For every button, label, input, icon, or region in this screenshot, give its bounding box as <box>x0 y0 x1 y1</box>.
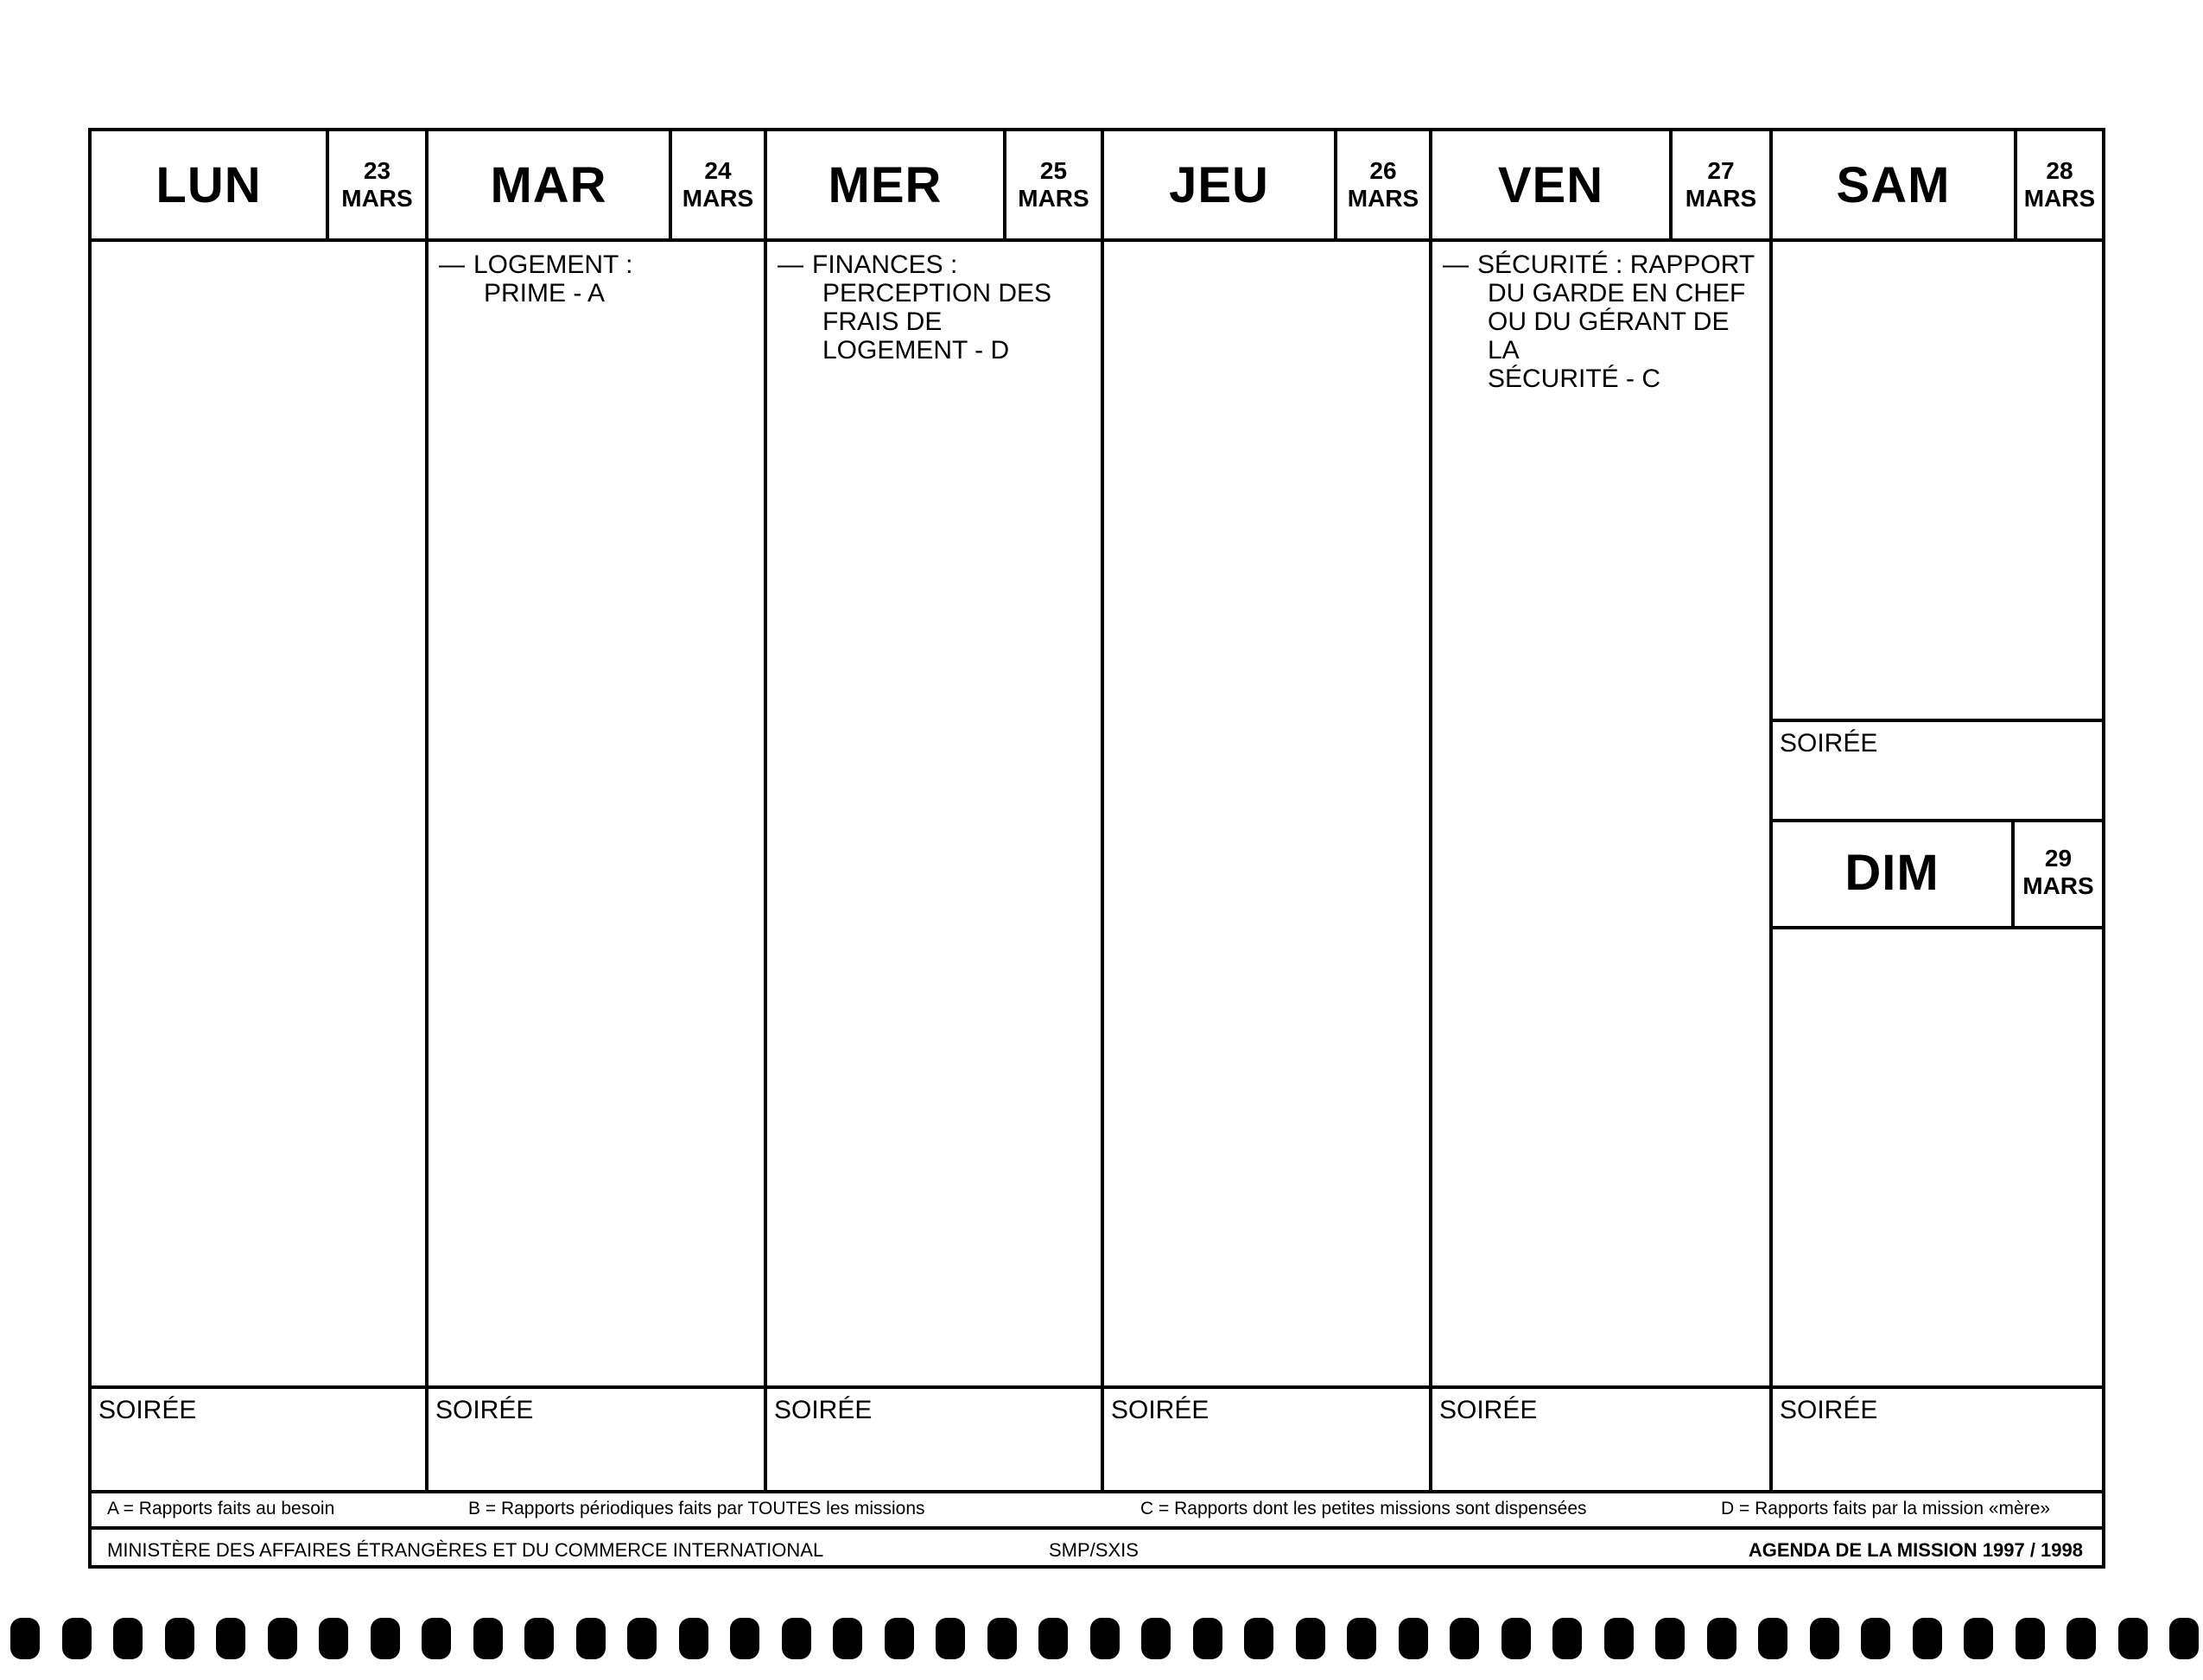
date-month: MARS <box>1347 185 1419 212</box>
day-date <box>1006 131 1101 238</box>
day-date <box>2015 819 2102 926</box>
day-header <box>1104 131 1429 242</box>
punch-hole <box>371 1618 400 1659</box>
punch-hole <box>1707 1618 1736 1659</box>
punch-hole <box>2169 1618 2199 1659</box>
soiree-label: SOIRÉE <box>1780 1396 1878 1424</box>
punch-hole <box>730 1618 759 1659</box>
punch-hole <box>1450 1618 1479 1659</box>
entry-line: PERCEPTION DES <box>822 279 1052 307</box>
saturday-soiree-section <box>1773 719 2102 822</box>
day-name: SAM <box>1773 131 2017 238</box>
punch-hole <box>885 1618 914 1659</box>
punch-hole <box>422 1618 451 1659</box>
legend-d: D = Rapports faits par la mission «mère» <box>1721 1499 2051 1518</box>
punch-hole <box>524 1618 554 1659</box>
date-month: MARS <box>682 185 754 212</box>
date-month: MARS <box>1018 185 1089 212</box>
day-name: VEN <box>1432 131 1673 238</box>
day-column-mer <box>767 131 1104 1493</box>
entry-line: LOGEMENT : <box>473 250 633 279</box>
punch-hole <box>113 1618 143 1659</box>
punch-hole <box>1552 1618 1582 1659</box>
date-number: 29 <box>2044 845 2073 872</box>
entry-line: SÉCURITÉ - C <box>1488 365 1661 393</box>
soiree-section <box>1432 1385 1769 1493</box>
punch-hole <box>319 1618 348 1659</box>
day-header <box>1432 131 1769 242</box>
soiree-label: SOIRÉE <box>98 1396 197 1424</box>
punch-hole <box>1604 1618 1634 1659</box>
footer-row <box>92 1530 2102 1569</box>
entry-line: SÉCURITÉ : RAPPORT <box>1477 250 1755 279</box>
punch-hole <box>165 1618 194 1659</box>
day-date <box>2017 131 2102 238</box>
day-header <box>767 131 1101 242</box>
punch-hole <box>679 1618 708 1659</box>
soiree-section <box>429 1385 764 1493</box>
soiree-label: SOIRÉE <box>435 1396 534 1424</box>
soiree-label: SOIRÉE <box>1111 1396 1209 1424</box>
date-month: MARS <box>341 185 413 212</box>
day-column-jeu <box>1104 131 1432 1493</box>
day-column-sam-dim <box>1773 131 2102 1493</box>
punch-hole <box>1244 1618 1273 1659</box>
entry-line: FRAIS DE <box>822 307 943 336</box>
soiree-label: SOIRÉE <box>1780 729 1878 758</box>
date-number: 25 <box>1039 157 1068 184</box>
punch-hole <box>2118 1618 2148 1659</box>
punch-hole <box>1141 1618 1171 1659</box>
day-header <box>92 131 425 242</box>
day-entry: — LOGEMENT : PRIME - A <box>439 250 757 307</box>
entry-line: FINANCES : <box>812 250 958 279</box>
day-name: JEU <box>1104 131 1337 238</box>
agenda-week-grid <box>88 128 2105 1569</box>
day-name: DIM <box>1773 819 2015 926</box>
date-number: 24 <box>704 157 732 184</box>
punch-hole <box>1090 1618 1120 1659</box>
punch-hole <box>1913 1618 1942 1659</box>
date-number: 23 <box>363 157 391 184</box>
sunday-header <box>1773 819 2102 929</box>
day-entry: — FINANCES : PERCEPTION DES FRAIS DE LOGEMENT - D <box>778 250 1094 365</box>
day-column-mar <box>429 131 767 1493</box>
day-name: MER <box>767 131 1006 238</box>
day-date <box>1673 131 1769 238</box>
soiree-label: SOIRÉE <box>1439 1396 1538 1424</box>
soiree-label: SOIRÉE <box>774 1396 873 1424</box>
punch-hole <box>2067 1618 2096 1659</box>
soiree-section <box>1104 1385 1429 1493</box>
date-month: MARS <box>2023 185 2096 212</box>
day-date <box>329 131 425 238</box>
date-number: 27 <box>1707 157 1735 184</box>
punch-hole <box>1501 1618 1531 1659</box>
day-date <box>1337 131 1429 238</box>
punch-hole <box>833 1618 862 1659</box>
punch-hole <box>10 1618 40 1659</box>
punch-hole <box>216 1618 245 1659</box>
binder-holes <box>0 1618 2203 1661</box>
footer-code: SMP/SXIS <box>1049 1539 1139 1561</box>
day-name: MAR <box>429 131 672 238</box>
punch-hole <box>62 1618 92 1659</box>
punch-hole <box>627 1618 657 1659</box>
legend-a: A = Rapports faits au besoin <box>107 1499 335 1518</box>
punch-hole <box>1655 1618 1685 1659</box>
entry-line: LOGEMENT - D <box>822 336 1010 365</box>
punch-hole <box>1810 1618 1839 1659</box>
date-number: 26 <box>1369 157 1397 184</box>
punch-hole <box>936 1618 965 1659</box>
footer-ministry: MINISTÈRE DES AFFAIRES ÉTRANGÈRES ET DU COMMERCE INTERNATIONAL <box>107 1539 824 1561</box>
punch-hole <box>1347 1618 1376 1659</box>
date-month: MARS <box>1685 185 1757 212</box>
punch-hole <box>1399 1618 1428 1659</box>
footer-agenda-title: AGENDA DE LA MISSION 1997 / 1998 <box>1748 1539 2083 1561</box>
legend-row <box>92 1490 2102 1530</box>
day-entry: — SÉCURITÉ : RAPPORT DU GARDE EN CHEF OU DU GÉRANT DE LA SÉCURITÉ - C <box>1443 250 1762 393</box>
punch-hole <box>1758 1618 1787 1659</box>
legend-c: C = Rapports dont les petites missions sont dispensées <box>1140 1499 1587 1518</box>
entry-line: DU GARDE EN CHEF <box>1488 279 1746 307</box>
punch-hole <box>1964 1618 1993 1659</box>
punch-hole <box>473 1618 503 1659</box>
punch-hole <box>1038 1618 1068 1659</box>
soiree-section <box>767 1385 1101 1493</box>
sunday-soiree-section <box>1773 1385 2102 1493</box>
day-column-lun <box>92 131 429 1493</box>
date-month: MARS <box>2022 872 2094 899</box>
punch-hole <box>987 1618 1017 1659</box>
punch-hole <box>1193 1618 1222 1659</box>
legend-b: B = Rapports périodiques faits par TOUTES les missions <box>468 1499 925 1518</box>
day-header <box>1773 131 2102 242</box>
entry-line: PRIME - A <box>484 279 606 307</box>
day-name: LUN <box>92 131 329 238</box>
date-number: 28 <box>2046 157 2073 184</box>
punch-hole <box>782 1618 811 1659</box>
entry-line: OU DU GÉRANT DE LA <box>1488 307 1730 365</box>
punch-hole <box>576 1618 606 1659</box>
punch-hole <box>268 1618 297 1659</box>
day-date <box>672 131 764 238</box>
punch-hole <box>1861 1618 1890 1659</box>
punch-hole <box>2016 1618 2045 1659</box>
day-column-ven <box>1432 131 1773 1493</box>
day-header <box>429 131 764 242</box>
punch-hole <box>1296 1618 1325 1659</box>
soiree-section <box>92 1385 425 1493</box>
